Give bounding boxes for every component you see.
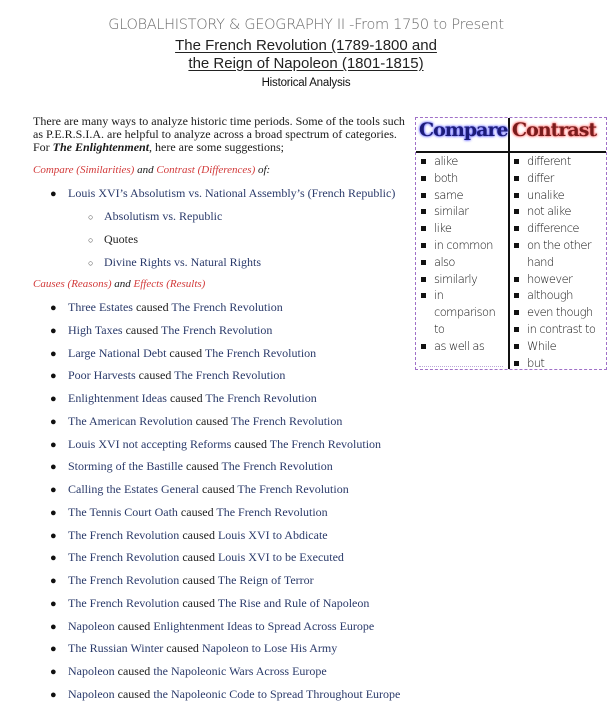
compare-title: Compare [419,119,508,141]
effect-text: The Reign of Terror [217,573,314,587]
bullet-icon: ● [50,529,57,542]
cause-text: The Russian Winter [68,641,164,656]
unit-title-line-1: The French Revolution (1789-1800 and [175,37,437,54]
cause-text: High Taxes [68,322,123,337]
caused-connector: caused [166,345,205,360]
cause-text: Poor Harvests [68,368,136,383]
contrast-word: but [513,355,605,372]
cause-text: Enlightenment Ideas [68,391,167,405]
square-bullet-icon [514,243,519,248]
square-bullet-icon [421,193,426,198]
contrast-word: on the other hand [513,237,605,271]
bullet-icon: ● [50,575,57,587]
square-bullet-icon [421,226,426,231]
effect-text: The French Revolution [161,322,273,337]
bullet-icon: ● [50,506,57,519]
bullet-icon: ● [50,438,57,451]
effect-text: the Napoleonic Code to Spread Throughout Europe [153,686,401,701]
circle-bullet-icon: ○ [88,212,94,222]
intro-emphasis: The Enlightenment [52,140,150,154]
caused-connector: caused [198,482,238,496]
course-title: GLOBALHISTORY & GEOGRAPHY II -From 1750 to Present [108,17,504,33]
square-bullet-icon [421,176,426,181]
square-bullet-icon [421,260,426,265]
square-bullet-icon [514,193,519,198]
compare-word: alike [420,153,506,170]
effect-text: the Napoleonic Wars Across Europe [153,664,327,678]
contrast-word: however [513,271,605,288]
cause-effect-item [50,505,328,520]
bullet-icon: ● [50,347,57,360]
bullet-icon: ● [50,620,57,633]
effect-text: The French Revolution [205,391,317,405]
contrast-word: in contrast to [513,321,605,338]
caused-connector: caused [122,322,162,337]
compare-word: also [420,254,506,271]
contrast-words-list [513,153,605,371]
effect-text: The French Revolution [216,504,328,519]
cause-text: The French Revolution [68,595,180,610]
cause-effect-item [50,437,381,452]
effect-text: The Rise and Rule of Napoleon [217,595,370,610]
effect-text: The French Revolution [269,436,382,451]
bullet-icon: ● [50,324,57,337]
square-bullet-icon [514,310,519,315]
square-bullet-icon [421,293,426,298]
cause-text: Large National Debt [68,345,167,360]
cause-effect-item [50,368,285,383]
cause-text: Louis XVI not accepting Reforms [68,436,232,451]
compare-word: in common [420,237,506,254]
compare-word: in comparison to [420,287,506,337]
caused-connector: caused [179,573,218,587]
cause-effect-item [50,596,369,611]
cause-effect-item [50,641,337,656]
cause-effect-item [50,414,342,429]
unit-title-line-2: the Reign of Napoleon (1801-1815) [188,55,424,72]
cause-effect-item [50,346,316,361]
cause-effect-item [50,550,344,565]
bullet-icon: ● [50,666,57,678]
credit-line [419,363,503,367]
cause-text: Napoleon [68,664,115,678]
bullet-icon: ● [50,552,57,565]
square-bullet-icon [514,293,519,298]
square-bullet-icon [421,277,426,282]
compare-words-list [420,153,506,355]
effect-text: The French Revolution [204,345,317,360]
cause-effect-item [50,300,283,315]
page-subtitle: Historical Analysis [261,77,351,89]
circle-bullet-icon: ○ [88,235,94,245]
compare-subitem: ○ Absolutism vs. Republic [88,209,223,223]
cause-effect-item [50,687,400,702]
effect-text: Louis XVI to be Executed [217,550,344,565]
bullet-icon: ● [50,643,57,656]
bullet-icon: ● [50,415,57,428]
compare-word: as well as [420,338,506,355]
word-chart-divider [508,118,510,369]
compare-word: similarly [420,271,506,288]
cause-effect-item [50,482,349,497]
cause-effect-item [50,323,272,338]
cause-text: The American Revolution [68,413,193,428]
cause-effect-item [50,391,317,406]
bullet-icon: ● [50,188,57,200]
effect-text: The French Revolution [237,482,349,496]
bullet-icon: ● [50,302,57,314]
caused-connector: caused [114,686,154,701]
contrast-title: Contrast [512,119,597,141]
caused-connector: caused [179,550,218,565]
cause-text: The Tennis Court Oath [68,504,178,519]
caused-connector: caused [183,459,222,474]
contrast-word: even though [513,304,605,321]
compare-word: both [420,170,506,187]
causes-effects-heading: Causes (Reasons) and Effects (Results) [33,278,206,290]
square-bullet-icon [421,344,426,349]
square-bullet-icon [514,176,519,181]
contrast-word: differ [513,170,605,187]
contrast-word: difference [513,220,605,237]
effect-text: The French Revolution [231,413,343,428]
bullet-icon: ● [50,597,57,610]
caused-connector: caused [166,391,206,405]
compare-contrast-word-chart [415,117,607,370]
caused-connector: caused [114,618,154,633]
square-bullet-icon [514,209,519,214]
effect-text: The French Revolution [174,368,286,383]
caused-connector: caused [177,504,217,519]
cause-text: The French Revolution [68,527,180,542]
bullet-icon: ● [50,370,57,383]
caused-connector: caused [179,595,218,610]
square-bullet-icon [421,243,426,248]
cause-text: Storming of the Bastille [68,459,183,474]
caused-connector: caused [135,368,175,383]
square-bullet-icon [514,327,519,332]
caused-connector: caused [179,527,218,542]
bullet-icon: ● [50,461,57,474]
cause-text: Napoleon [68,618,115,633]
compare-word: like [420,220,506,237]
caused-connector: caused [114,664,154,678]
caused-connector: caused [163,641,202,656]
square-bullet-icon [421,209,426,214]
square-bullet-icon [514,226,519,231]
compare-list-item: ● Louis XVI’s Absolutism vs. National Assembly’s (French Republic) [50,186,396,200]
compare-subitem: ○ Divine Rights vs. Natural Rights [88,255,261,269]
square-bullet-icon [421,159,426,164]
effect-text: The French Revolution [171,300,283,314]
square-bullet-icon [514,344,519,349]
cause-text: The French Revolution [68,550,180,565]
contrast-word: not alike [513,203,605,220]
compare-word: same [420,187,506,204]
effect-text: The French Revolution [221,459,333,474]
bullet-icon: ● [50,484,57,496]
cause-text: Three Estates [68,300,133,314]
contrast-word: While [513,338,605,355]
bullet-icon: ● [50,393,57,405]
contrast-word: unalike [513,187,605,204]
circle-bullet-icon: ○ [88,258,94,268]
caused-connector: caused [132,300,172,314]
contrast-word: different [513,153,605,170]
contrast-word: although [513,287,605,304]
cause-text: Napoleon [68,686,115,701]
cause-effect-item [50,528,328,543]
compare-word: similar [420,203,506,220]
effect-text: Louis XVI to Abdicate [217,527,328,542]
effect-text: Napoleon to Lose His Army [201,641,338,656]
effect-text: Enlightenment Ideas to Spread Across Europe [153,618,375,633]
square-bullet-icon [514,159,519,164]
caused-connector: caused [192,413,232,428]
intro-paragraph: There are many ways to analyze historic time periods. Some of the tools such as P.E.R.S.I.A. are helpful to analyze across a broad spectrum of categories. For The Enlightenment, here are some suggestions; [33,114,405,154]
square-bullet-icon [514,361,519,366]
compare-contrast-heading: Compare (Similarities) and Contrast (Differences) of: [33,164,271,176]
bullet-icon: ● [50,688,57,701]
cause-effect-item [50,459,333,474]
cause-effect-item [50,619,374,634]
cause-effect-item [50,664,327,679]
compare-subitem: ○ Quotes [88,232,138,246]
square-bullet-icon [514,277,519,282]
cause-effect-item [50,573,314,588]
cause-text: The French Revolution [68,573,180,587]
caused-connector: caused [231,436,270,451]
cause-text: Calling the Estates General [68,482,199,496]
